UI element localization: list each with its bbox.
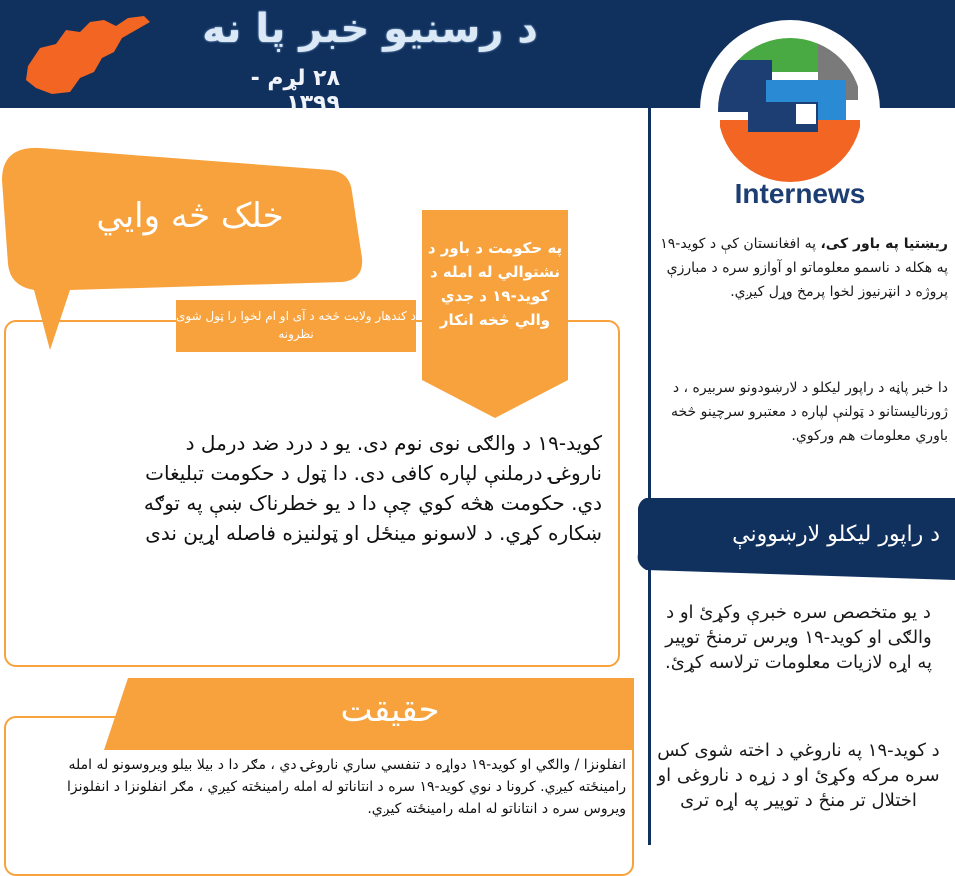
fact-text: انفلونزا / والګي او کوید-۱۹ دواړه د تنفسي ساري ناروغۍ دي ، مګر دا د بیلا بیلو ویروسونو له امله رامینځته کیږي. کرونا د نوي کوید-۱۹ سره د انتاناتو له امله رامینځته کیږي ، مګر انفلونزا د انفلونزا ویروس سره د انتاناتو له امله رامینځته کیږي. [67, 757, 626, 817]
logo-wordmark: Internews [734, 178, 866, 209]
fact-label: حقيقت [340, 690, 440, 730]
source-tag: د کندهار ولایت څخه د آی او ام لخوا را ټول شوی نظرونه [176, 300, 416, 352]
afghanistan-map-icon [18, 8, 153, 98]
guideline-item: د کوید-۱۹ په ناروغي د اخته شوی کس سره مرکه وکړئ او د زړه د ناروغی او اختلال تر منځ د توپیر په اړه تری [657, 740, 940, 811]
newsletter-title: د رسنيو خبر پا نه [202, 6, 538, 52]
sidebar-intro-rest: په افغانستان کې د کوید-۱۹ په هکله د ناسمو معلوماتو او آوازو سره د مبارزې پروژه د انټرنيوز لخوا پرمخ وړل کيږي. [660, 236, 948, 300]
logo-circle [700, 20, 880, 200]
quote-text: کوید-۱۹ د والګی نوی نوم دی. یو د درد ضد درمل د ناروغۍ درملنې لپاره کافی دی. دا ټول د حکومت تبلیغات دي. حکومت هڅه کوي چې دا د یو خطرناک ښې په توګه ښکاره کړي. د لاسونو مینځل او ټولنیزه فاصله اړین ندی [143, 431, 602, 545]
column-divider [648, 108, 651, 845]
sidebar-paragraph: دا خبر پاڼه د راپور لیکلو د لارښودونو سربیره ، د ژورنالیستانو د ټولنې لپاره د معتبرو سرچینو څخه باوري معلومات هم ورکوي. [671, 380, 948, 444]
internews-logo-icon [700, 20, 880, 200]
guidelines-banner-label: د راپور لیکلو لارښوونې [732, 522, 940, 547]
sidebar-intro-bold: ريښتيا په باور کی، [820, 236, 948, 252]
sidebar-intro [656, 232, 948, 304]
bubble-label: خلک څه وايي [96, 196, 284, 236]
guideline-item: د یو متخصص سره خبرې وکړئ او د والګی او کوید-۱۹ ویرس ترمنځ توپیر په اړه لازيات معلومات ترلاسه کړئ. [665, 602, 932, 673]
newsletter-date: ۲۸ لړم - ۱۳۹۹ [250, 66, 340, 116]
callout-text: په حکومت د باور د نشتوالي له امله د کوید-۱۹ د جدي والي څخه انکار [427, 239, 563, 329]
